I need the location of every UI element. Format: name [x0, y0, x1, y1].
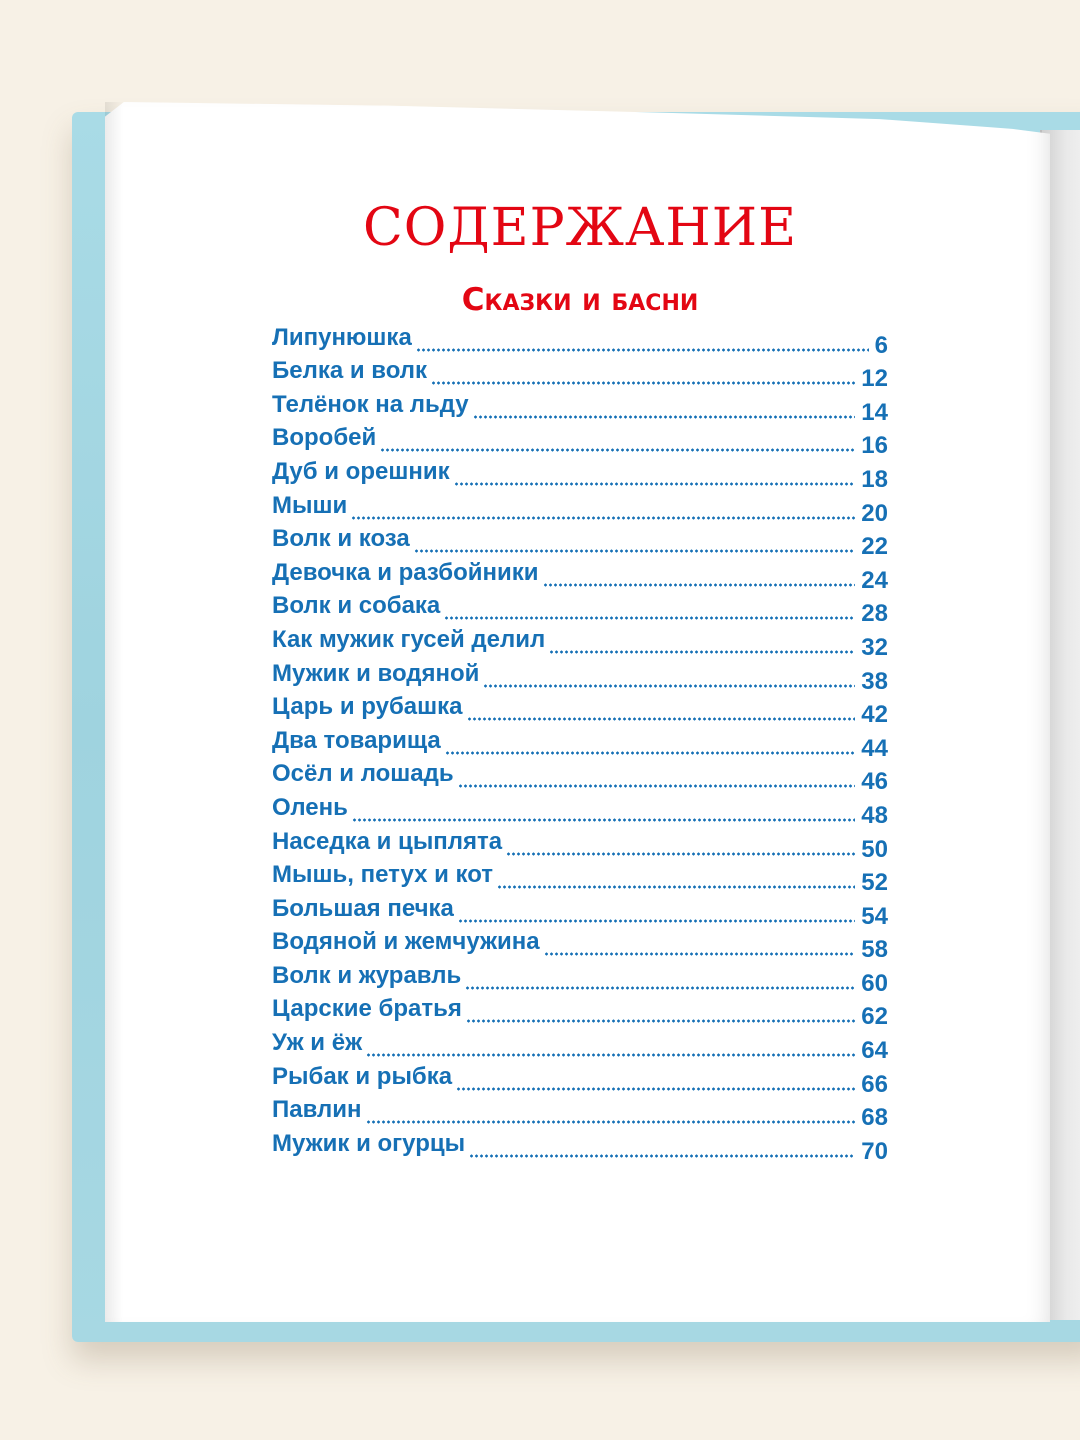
toc-entry: [272, 458, 888, 492]
toc-leader-dots: [431, 381, 855, 385]
toc-entry-title: Царские братья: [272, 995, 462, 1023]
toc-leader-dots: [414, 549, 856, 553]
toc-entry-title: Уж и ёж: [272, 1029, 363, 1057]
toc-entry: [272, 727, 888, 761]
toc-leader-dots: [458, 919, 855, 923]
toc-leader-dots: [444, 616, 855, 620]
toc-entry-page: 32: [861, 633, 888, 661]
toc-entry: [272, 962, 888, 996]
toc-entry-page: 54: [861, 902, 888, 930]
toc-leader-dots: [497, 885, 855, 889]
toc-entry-title: Дуб и орешник: [272, 457, 450, 485]
toc-leader-dots: [366, 1053, 855, 1057]
toc-entry: [272, 929, 888, 963]
toc-entry-title: Телёнок на льду: [272, 390, 469, 418]
toc-entry-page: 60: [861, 969, 888, 997]
toc-entry: [272, 1130, 888, 1164]
toc-leader-dots: [473, 415, 856, 419]
toc-leader-dots: [445, 751, 856, 755]
toc-entry: [272, 895, 888, 929]
toc-entry: [272, 794, 888, 828]
toc-entry: [272, 425, 888, 459]
toc-leader-dots: [454, 482, 856, 486]
toc-entry-title: Царь и рубашка: [272, 693, 463, 721]
toc-entry: [272, 996, 888, 1030]
toc-entry-page: 64: [861, 1037, 888, 1065]
toc-entry: [272, 626, 888, 660]
toc-leader-dots: [465, 986, 855, 990]
toc-entry: [272, 660, 888, 694]
toc-entry-title: Мужик и огурцы: [272, 1129, 466, 1157]
toc-entry: [272, 1029, 888, 1063]
table-of-contents: [272, 324, 888, 1164]
toc-entry-title: Белка и волк: [272, 357, 428, 385]
toc-entry-page: 20: [861, 499, 888, 527]
toc-entry-title: Водяной и жемчужина: [272, 928, 540, 956]
toc-leader-dots: [458, 784, 856, 788]
toc-entry: [272, 761, 888, 795]
toc-entry-page: 28: [861, 600, 888, 628]
toc-entry-title: Рыбак и рыбка: [272, 1062, 453, 1090]
toc-entry: [272, 1097, 888, 1131]
toc-entry: [272, 694, 888, 728]
toc-entry: [272, 526, 888, 560]
toc-entry-page: 46: [861, 768, 888, 796]
toc-entry-page: 6: [874, 331, 888, 359]
toc-entry-page: 18: [861, 465, 888, 493]
toc-entry-title: Волк и журавль: [272, 961, 462, 989]
toc-leader-dots: [469, 1154, 855, 1158]
toc-entry-page: 62: [861, 1003, 888, 1031]
toc-leader-dots: [380, 448, 855, 452]
toc-entry-title: Воробей: [272, 424, 377, 452]
toc-entry-page: 52: [861, 869, 888, 897]
toc-entry-title: Большая печка: [272, 894, 454, 922]
toc-entry-title: Олень: [272, 793, 348, 821]
toc-entry-page: 38: [861, 667, 888, 695]
toc-leader-dots: [544, 952, 856, 956]
toc-entry: [272, 559, 888, 593]
toc-leader-dots: [467, 717, 856, 721]
toc-leader-dots: [466, 1019, 855, 1023]
toc-entry-page: 42: [861, 701, 888, 729]
toc-entry-page: 14: [861, 398, 888, 426]
toc-entry-page: 12: [861, 365, 888, 393]
toc-entry-page: 50: [861, 835, 888, 863]
toc-entry-page: 22: [861, 533, 888, 561]
toc-leader-dots: [456, 1087, 855, 1091]
toc-entry-page: 48: [861, 801, 888, 829]
toc-entry-page: 24: [861, 566, 888, 594]
toc-leader-dots: [543, 583, 856, 587]
toc-entry-page: 68: [861, 1104, 888, 1132]
toc-entry: [272, 862, 888, 896]
toc-entry-title: Мыши: [272, 491, 348, 519]
toc-entry: [272, 593, 888, 627]
toc-entry-title: Девочка и разбойники: [272, 558, 539, 586]
toc-entry: [272, 828, 888, 862]
toc-leader-dots: [351, 516, 855, 520]
toc-entry: [272, 358, 888, 392]
toc-leader-dots: [549, 650, 855, 654]
toc-leader-dots: [483, 684, 855, 688]
toc-entry-title: Павлин: [272, 1096, 362, 1124]
toc-leader-dots: [416, 348, 869, 352]
section-title: Сказки и басни: [461, 282, 699, 318]
toc-entry-title: Волк и собака: [272, 592, 441, 620]
toc-entry-title: Липунюшка: [272, 323, 412, 351]
toc-entry-page: 16: [861, 432, 888, 460]
toc-entry: [272, 324, 888, 358]
toc-entry-page: 66: [861, 1070, 888, 1098]
toc-entry-title: Мышь, петух и кот: [272, 861, 494, 889]
toc-entry: [272, 391, 888, 425]
toc-leader-dots: [352, 818, 855, 822]
toc-entry-page: 44: [861, 734, 888, 762]
page-title: СОДЕРЖАНИЕ: [362, 198, 798, 258]
toc-entry-title: Волк и коза: [272, 525, 410, 553]
toc-entry-title: Осёл и лошадь: [272, 760, 454, 788]
toc-entry: [272, 1063, 888, 1097]
toc-entry: [272, 492, 888, 526]
toc-entry-title: Два товарища: [272, 726, 441, 754]
toc-entry-title: Мужик и водяной: [272, 659, 480, 687]
toc-leader-dots: [506, 852, 855, 856]
toc-entry-page: 58: [861, 936, 888, 964]
toc-entry-title: Наседка и цыплята: [272, 827, 503, 855]
toc-leader-dots: [366, 1120, 856, 1124]
toc-entry-title: Как мужик гусей делил: [272, 625, 546, 653]
toc-entry-page: 70: [861, 1137, 888, 1165]
